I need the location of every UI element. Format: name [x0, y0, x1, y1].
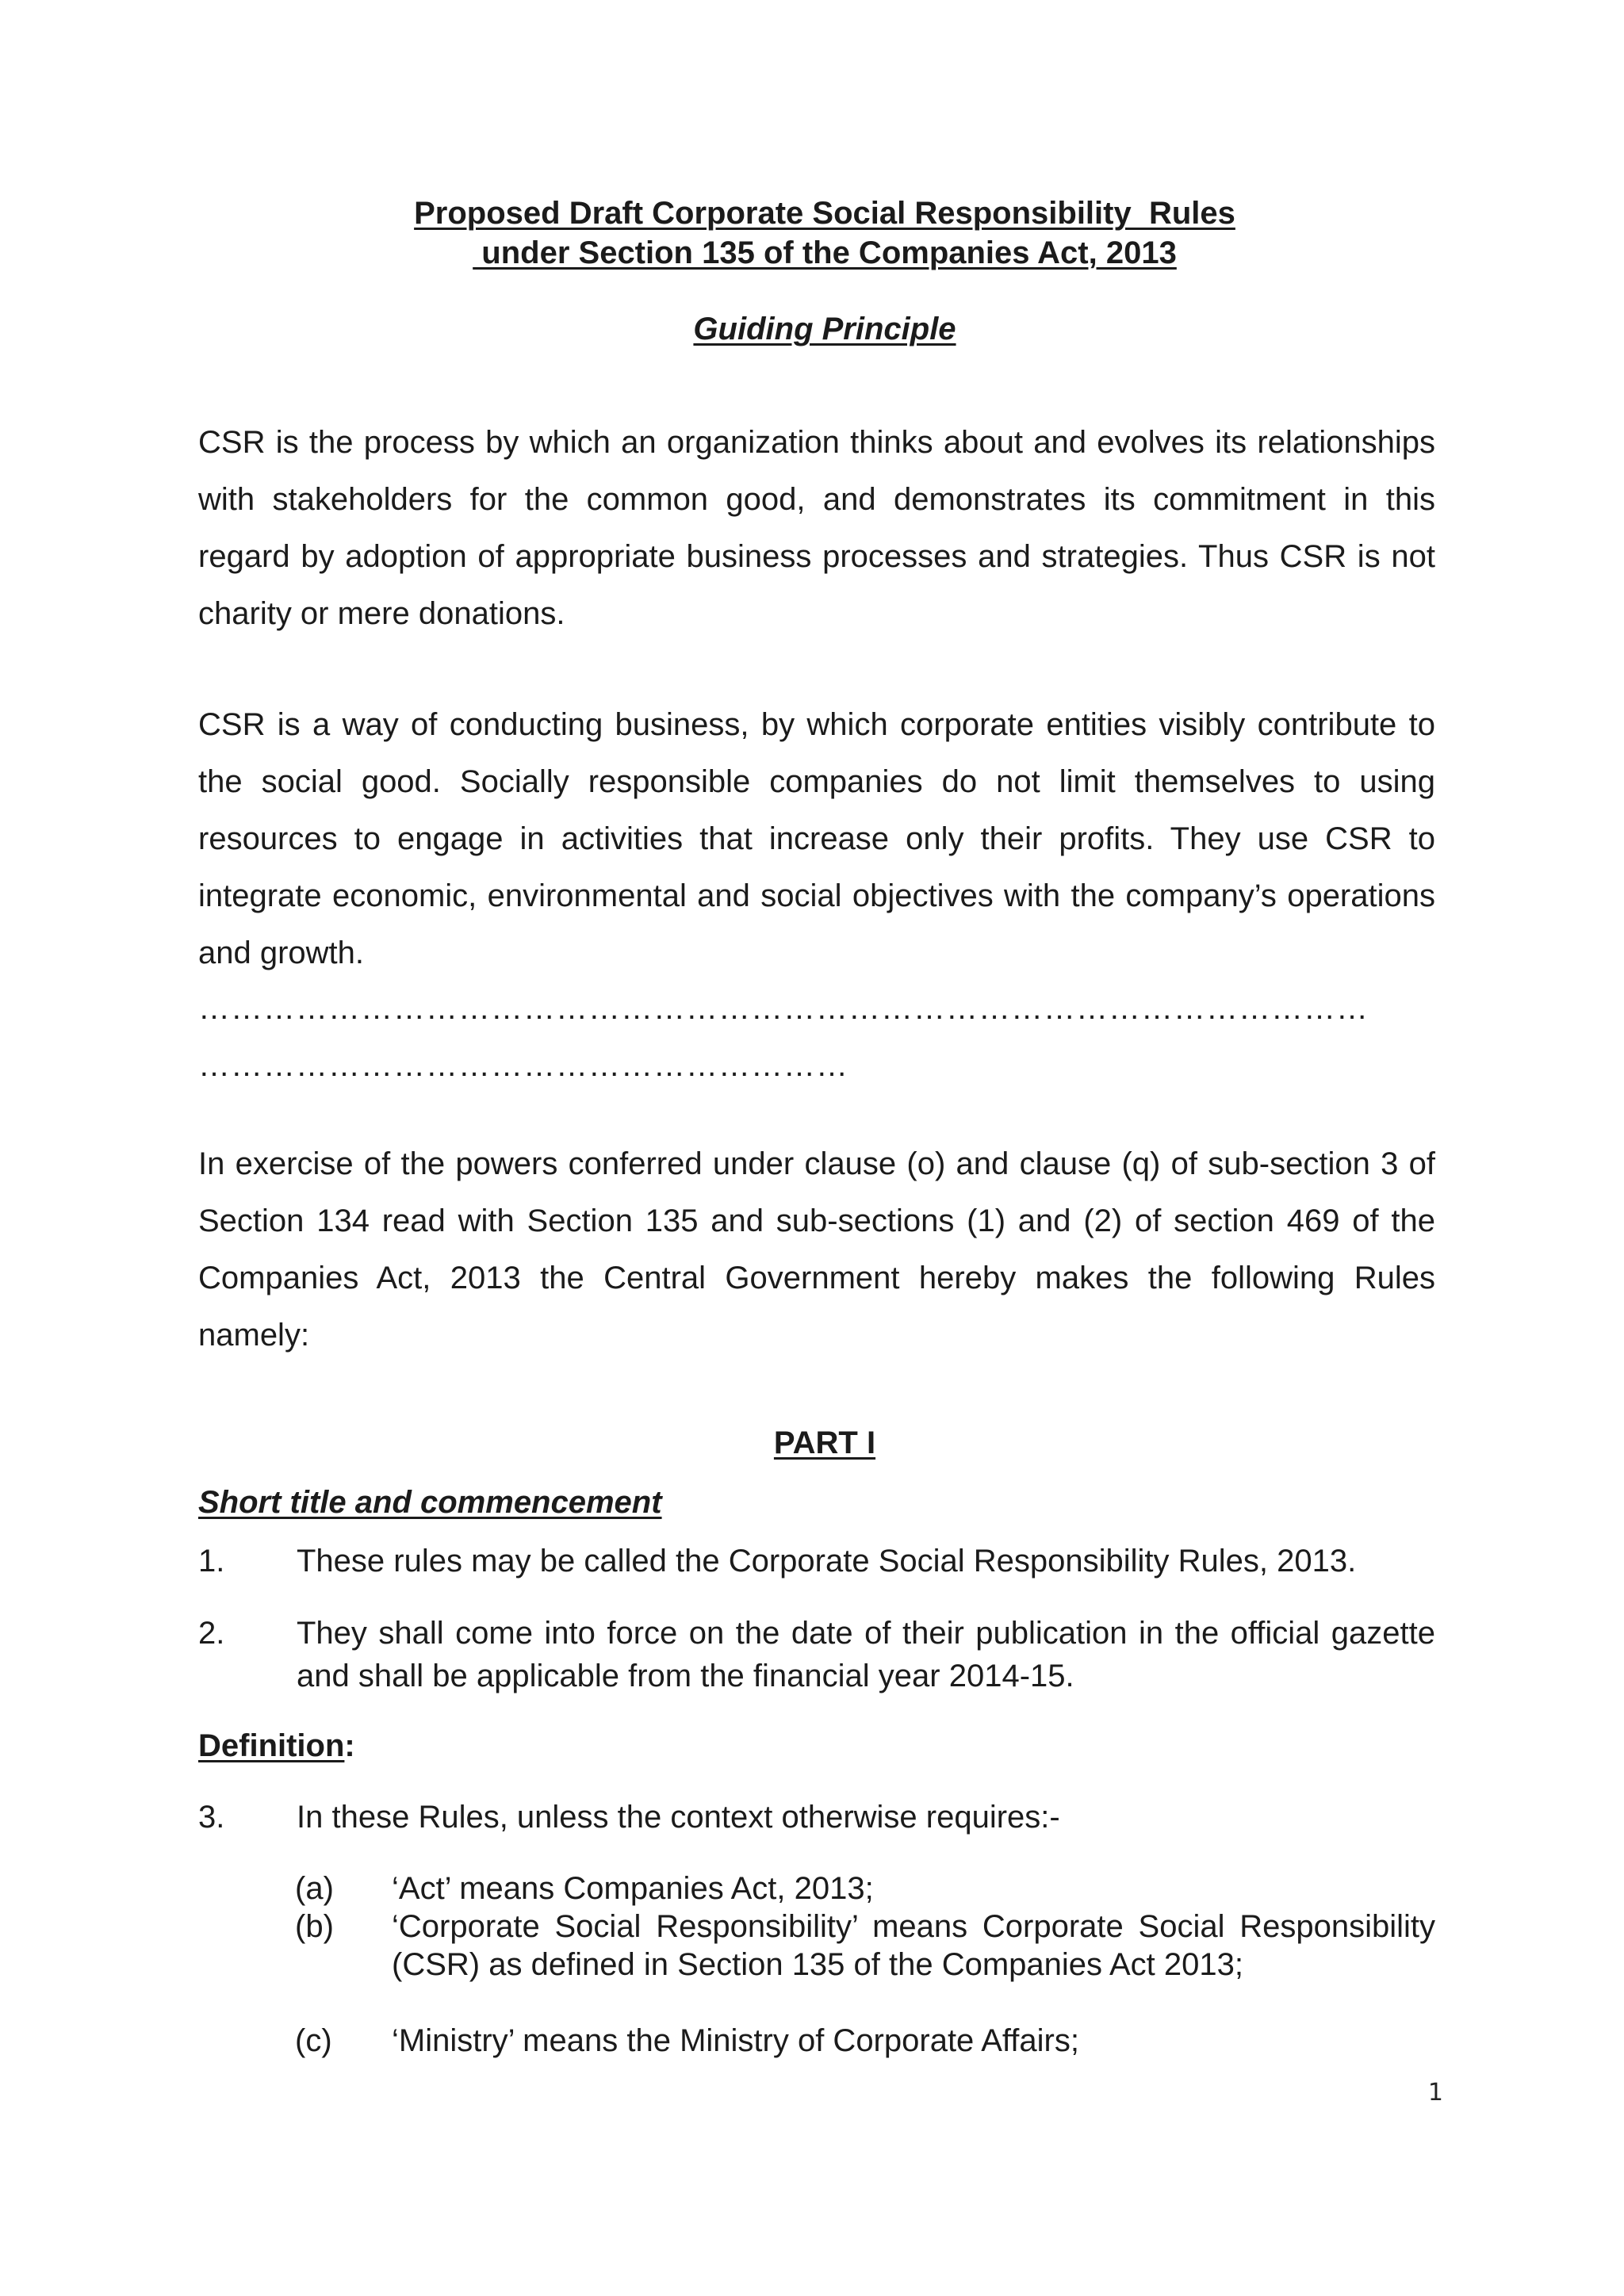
definition-label: (b): [295, 1909, 334, 1944]
definition-text: ‘Ministry’ means the Ministry of Corporate Affairs;: [392, 2023, 1079, 2058]
title-line-1: Proposed Draft Corporate Social Responsibility Rules: [414, 196, 1235, 231]
paragraph-csr-process: CSR is the process by which an organization thinks about and evolves its relationships with stakeholders for the common good, and demonstrates its commitment in this regard by adoption of appropriate business processes and strategies. Thus CSR is not charity or mere donations.: [198, 425, 1435, 631]
definition-heading: [198, 1726, 355, 1766]
ellipsis-line-1: ………………………………………………………………………………………………: [198, 991, 1369, 1026]
part-heading: PART I: [773, 1425, 876, 1460]
page-number: 1: [1427, 2079, 1443, 2107]
rule-item: [198, 1796, 1435, 1839]
rule-number: 3.: [198, 1800, 225, 1835]
rule-number: 1.: [198, 1544, 225, 1578]
rule-text: These rules may be called the Corporate Social Responsibility Rules, 2013.: [297, 1544, 1357, 1578]
ellipsis-line-2: ……………………………………………………: [198, 1048, 848, 1083]
paragraph-csr-way: CSR is a way of conducting business, by which corporate entities visibly contribute to the social good. Socially responsible companies do not limit themselves to using resources to engage in activities that increase only their profits. They use CSR to integrate economic, environmental and social objectives with the company’s operations and growth.: [198, 707, 1435, 970]
definition-heading-text: Definition: [198, 1728, 345, 1763]
paragraph-powers-conferred: In exercise of the powers conferred under clause (o) and clause (q) of sub-section 3 of Section 134 read with Section 135 and sub-sections (1) and (2) of section 469 of the Companies Act, 2013 the Central Government hereby makes the following Rules namely:: [198, 1146, 1435, 1353]
definition-item: [295, 2022, 1435, 2060]
definition-label: (c): [295, 2023, 332, 2058]
definition-item: [295, 1869, 1435, 1908]
rule-text: They shall come into force on the date of their publication in the official gazette and shall be applicable from the financial year 2014-15.: [297, 1616, 1435, 1693]
definition-item: [295, 1908, 1435, 1984]
definition-text: ‘Act’ means Companies Act, 2013;: [392, 1871, 874, 1906]
definition-text: ‘Corporate Social Responsibility’ means Corporate Social Responsibility (CSR) as defined in Section 135 of the Companies Act 2013;: [392, 1909, 1435, 1982]
definition-label: (a): [295, 1871, 334, 1906]
short-title-heading: Short title and commencement: [198, 1485, 662, 1520]
rule-item: [198, 1612, 1435, 1697]
document-title: [198, 193, 1451, 273]
definition-heading-colon: :: [344, 1728, 355, 1763]
rule-item: [198, 1540, 1435, 1582]
title-line-2: under Section 135 of the Companies Act, 2013: [473, 235, 1177, 270]
rule-text: In these Rules, unless the context otherwise requires:-: [297, 1800, 1060, 1835]
guiding-principle-heading: Guiding Principle: [693, 312, 956, 346]
rule-number: 2.: [198, 1616, 225, 1651]
